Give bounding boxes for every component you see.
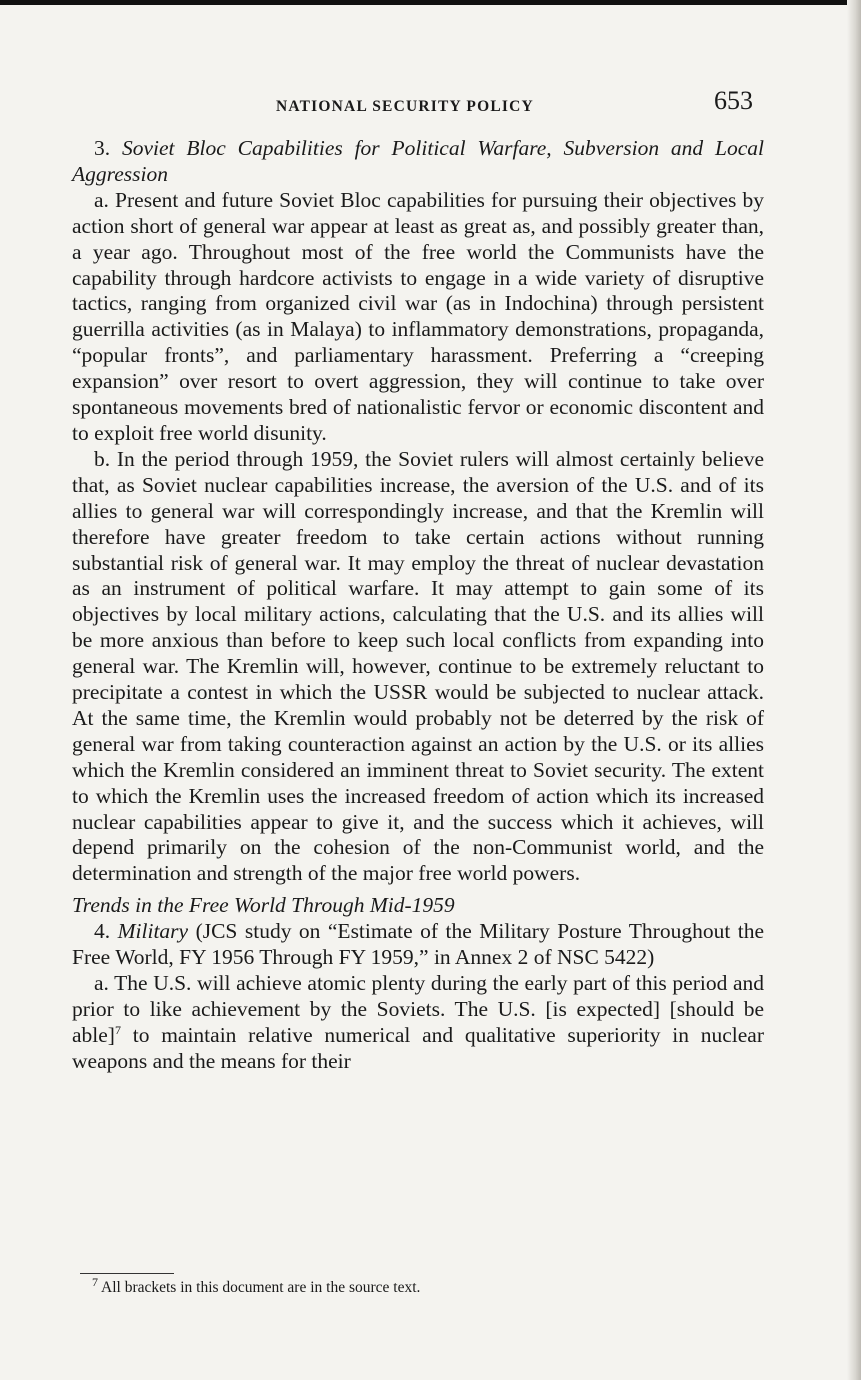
section-4-paragraph-a: [72, 971, 764, 1075]
section-3-number: 3.: [94, 136, 111, 160]
footnote-reference: 7: [114, 1022, 121, 1037]
footnote-divider: [80, 1273, 174, 1274]
running-title: NATIONAL SECURITY POLICY: [276, 98, 534, 115]
section-4-heading: [72, 919, 764, 971]
footnote-text: All brackets in this document are in the source text.: [98, 1279, 421, 1296]
section-4-paragraph-a-start: a. The U.S. will achieve atomic plenty during the early part of this period and prior to like achievement by the Soviets. The U.S. [is expected] [should be able]: [72, 971, 764, 1047]
footnote-marker: 7: [92, 1274, 98, 1289]
section-3-paragraph-a: a. Present and future Soviet Bloc capabilities for pursuing their objectives by action short of general war appear at least as great as, and possibly greater than, a year ago. Throughout most of the free world the Communists have the capability through hardcore activists to engage in a wide variety of disruptive tactics, ranging from organized civil war (as in Indochina) through persistent guerrilla activities (as in Malaya) to inflammatory demonstrations, propaganda, “popular fronts”, and parliamentary harassment. Preferring a “creeping expansion” over resort to overt aggression, they will continue to take over spontaneous movements bred of nationalistic fervor or economic discontent and to exploit free world disunity.: [72, 187, 764, 445]
section-3-paragraph-b: b. In the period through 1959, the Soviet rulers will almost certainly believe that, as Soviet nuclear capabilities increase, the aversion of the U.S. and of its allies to general war will correspondingly increase, and that the Kremlin will therefore have greater freedom to take certain actions without running substantial risk of general war. It may employ the threat of nuclear devastation as an instrument of political warfare. It may attempt to gain some of its objectives by local military actions, calculating that the U.S. and its allies will be more anxious than before to keep such local conflicts from expanding into general war. The Kremlin will, however, continue to be extremely reluctant to precipitate a contest in which the USSR would be subjected to nuclear attack. At the same time, the Kremlin would probably not be deterred by the risk of general war from taking counteraction against an action by the U.S. or its allies which the Kremlin considered an imminent threat to Soviet security. The extent to which the Kremlin uses the increased freedom of action which its increased nuclear capabilities appear to give it, and the success which it achieves, will depend primarily on the cohesion of the non-Communist world, and the determination and strength of the major free world powers.: [72, 446, 764, 886]
section-3-heading: [72, 136, 764, 188]
trends-heading: Trends in the Free World Through Mid-1959: [72, 893, 455, 918]
section-4-number: 4.: [94, 919, 111, 944]
section-4-title: Military: [117, 919, 189, 944]
body-text: [72, 136, 764, 1075]
page-number: 653: [714, 86, 753, 115]
footnote: [92, 1274, 421, 1297]
section-4-reference: (JCS study on “Estimate of the Military Posture Throughout the Free World, FY 1956 Through FY 1959,” in Annex 2 of NSC 5422): [72, 919, 765, 970]
section-4-paragraph-a-end: to maintain relative numerical and qualitative superiority in nuclear weapons and the means for their: [72, 1022, 764, 1073]
section-3-title: Soviet Bloc Capabilities for Political Warfare, Subversion and Local Aggression: [72, 136, 765, 186]
